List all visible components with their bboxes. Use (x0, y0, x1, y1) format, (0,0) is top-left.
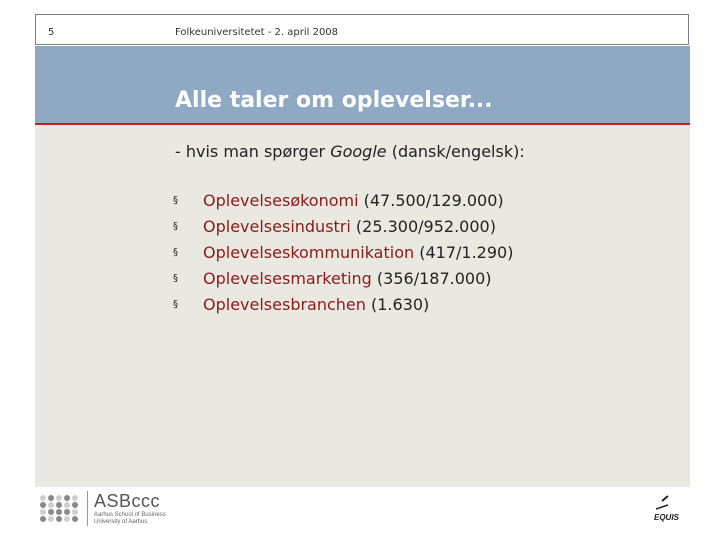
bullet-marker: § (173, 273, 178, 284)
bullet-term: Oplevelsesmarketing (203, 269, 372, 288)
list-item (173, 294, 513, 320)
asb-logo-line2: University of Aarhus (94, 518, 148, 525)
slide-number: 5 (48, 27, 55, 38)
asb-logo (40, 490, 166, 526)
asb-logo-name: ASBccc (94, 490, 161, 511)
asb-logo-line1: Aarhus School of Business (94, 511, 166, 518)
bullet-count: (1.630) (365, 295, 430, 314)
bullet-count: (47.500/129.000) (358, 191, 504, 210)
bullet-count: (356/187.000) (371, 269, 492, 288)
list-item (173, 190, 513, 216)
bullet-term: Oplevelsesøkonomi (203, 191, 359, 210)
subtitle (175, 142, 525, 161)
bullet-list (173, 190, 513, 320)
equis-logo-icon (648, 493, 688, 529)
bullet-term: Oplevelseskommunikation (203, 243, 415, 262)
bullet-term: Oplevelsesindustri (203, 217, 351, 236)
bullet-term: Oplevelsesbranchen (203, 295, 366, 314)
subtitle-suffix: (dansk/engelsk): (386, 142, 525, 161)
bullet-count: (417/1.290) (414, 243, 514, 262)
bullet-marker: § (173, 195, 178, 206)
subtitle-emphasis: Google (330, 142, 387, 161)
header-text: Folkeuniversitetet - 2. april 2008 (175, 27, 339, 38)
subtitle-prefix: - hvis man spørger (175, 142, 331, 161)
bullet-marker: § (173, 247, 178, 258)
equis-logo-text: EQUIS (654, 513, 679, 522)
list-item (173, 242, 513, 268)
bullet-count: (25.300/952.000) (350, 217, 496, 236)
list-item (173, 268, 513, 294)
bullet-marker: § (173, 221, 178, 232)
bullet-marker: § (173, 299, 178, 310)
list-item (173, 216, 513, 242)
header-frame (35, 14, 689, 45)
dot-grid-icon (40, 495, 79, 522)
slide-title: Alle taler om oplevelser... (175, 88, 493, 113)
